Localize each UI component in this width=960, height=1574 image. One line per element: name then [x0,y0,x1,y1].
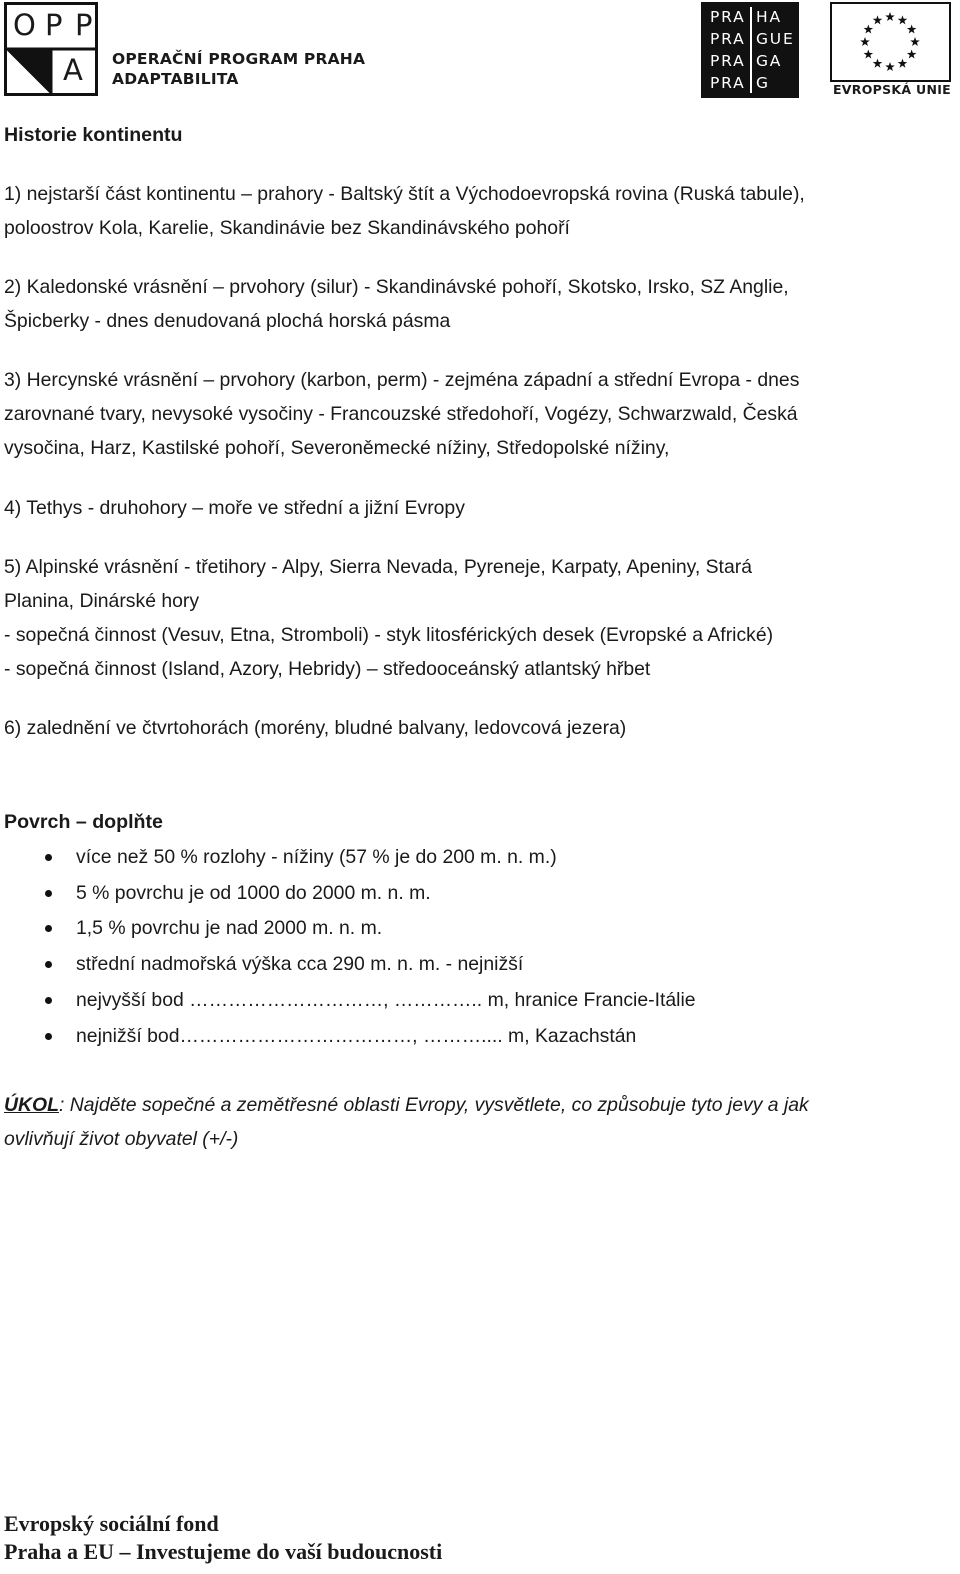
history-line: - sopečná činnost (Vesuv, Etna, Stromboli) - styk litosférických desek (Evropské a Africké) [4,624,774,646]
eu-star-icon [860,37,870,46]
bullet-icon [45,890,52,897]
praha-logo-row: PRA G [710,74,770,92]
history-line: vysočina, Harz, Kastilské pohoří, Severoněmecké nížiny, Středopolské nížiny, [4,437,670,459]
task-separator: : [58,1094,70,1116]
bullet-icon [45,925,52,932]
footer-fund: Evropský sociální fond [4,1511,219,1536]
opp-program-name: OPERAČNÍ PROGRAM PRAHA [112,50,366,68]
list-item-text: více než 50 % rozlohy - nížiny (57 % je do 200 m. n. m.) [76,846,557,868]
opp-letter-p1: P [45,8,63,42]
eu-star-icon [907,25,917,34]
opp-letter-a: A [63,53,83,87]
eu-star-icon [907,50,917,59]
surface-heading: Povrch – doplňte [4,811,163,833]
history-line: Planina, Dinárské hory [4,590,200,612]
list-item-text: střední nadmořská výška cca 290 m. n. m. - nejnižší [76,953,524,975]
history-line: zarovnané tvary, nevysoké vysočiny - Francouzské středohoří, Vogézy, Schwarzwald, Česká [4,403,798,425]
list-item-text: 5 % povrchu je od 1000 do 2000 m. n. m. [76,882,431,904]
praha-logo-row: PRA GUE [710,30,795,48]
task-line [4,1088,809,1122]
opp-program-subname: ADAPTABILITA [112,70,239,88]
eu-star-icon [873,59,883,68]
praha-logo-row: PRA GA [710,52,783,70]
history-line: 2) Kaledonské vrásnění – prvohory (silur) - Skandinávské pohoří, Skotsko, Irsko, SZ Anglie, [4,276,789,298]
history-line: 3) Hercynské vrásnění – prvohory (karbon, perm) - zejména západní a střední Evropa - dnes [4,369,800,391]
task-line: ovlivňují život obyvatel (+/-) [4,1128,239,1150]
list-item-text: nejvyšší bod …………………………, ………….. m, hranice Francie-Itálie [76,989,696,1011]
eu-star-icon [898,15,908,24]
history-line: 4) Tethys - druhohory – moře ve střední a jižní Evropy [4,497,465,519]
eu-star-icon [864,25,874,34]
eu-star-icon [873,15,883,24]
list-item-text: nejnižší bod………………………………, ……….... m, Kazachstán [76,1025,637,1047]
history-line: 5) Alpinské vrásnění - třetihory - Alpy, Sierra Nevada, Pyreneje, Karpaty, Apeniny, Stará [4,556,752,578]
bullet-icon [45,854,52,861]
praha-logo [701,2,799,98]
history-heading: Historie kontinentu [4,124,183,146]
opp-letter-o: O [13,8,36,42]
eu-star-icon [864,50,874,59]
history-line: - sopečná činnost (Island, Azory, Hebridy) – středooceánský atlantský hřbet [4,658,651,680]
footer-slogan: Praha a EU – Investujeme do vaší budoucnosti [4,1539,443,1564]
history-line: poloostrov Kola, Karelie, Skandinávie bez Skandinávského pohoří [4,217,570,239]
eu-star-icon [910,37,920,46]
history-line: 1) nejstarší část kontinentu – prahory - Baltský štít a Východoevropská rovina (Ruská tabule), [4,183,805,205]
eu-flag [830,2,951,82]
history-line: Špicberky - dnes denudovaná plochá horská pásma [4,310,451,332]
eu-star-icon [885,62,895,71]
bullet-icon [45,997,52,1004]
eu-star-icon [898,59,908,68]
task-label: ÚKOL [4,1094,59,1116]
opp-letter-p2: P [75,8,93,42]
bullet-icon [45,1033,52,1040]
eu-label: EVROPSKÁ UNIE [832,82,952,97]
bullet-icon [45,961,52,968]
opp-logo [0,0,366,100]
eu-star-icon [885,12,895,21]
history-line: 6) zalednění ve čtvrtohorách (morény, bludné balvany, ledovcová jezera) [4,717,627,739]
praha-logo-row: PRA HA [710,8,782,26]
task-text: Najděte sopečné a zemětřesné oblasti Evropy, vysvětlete, co způsobuje tyto jevy a jak [69,1094,809,1116]
list-item-text: 1,5 % povrchu je nad 2000 m. n. m. [76,917,383,939]
eu-stars-icon [832,4,949,80]
